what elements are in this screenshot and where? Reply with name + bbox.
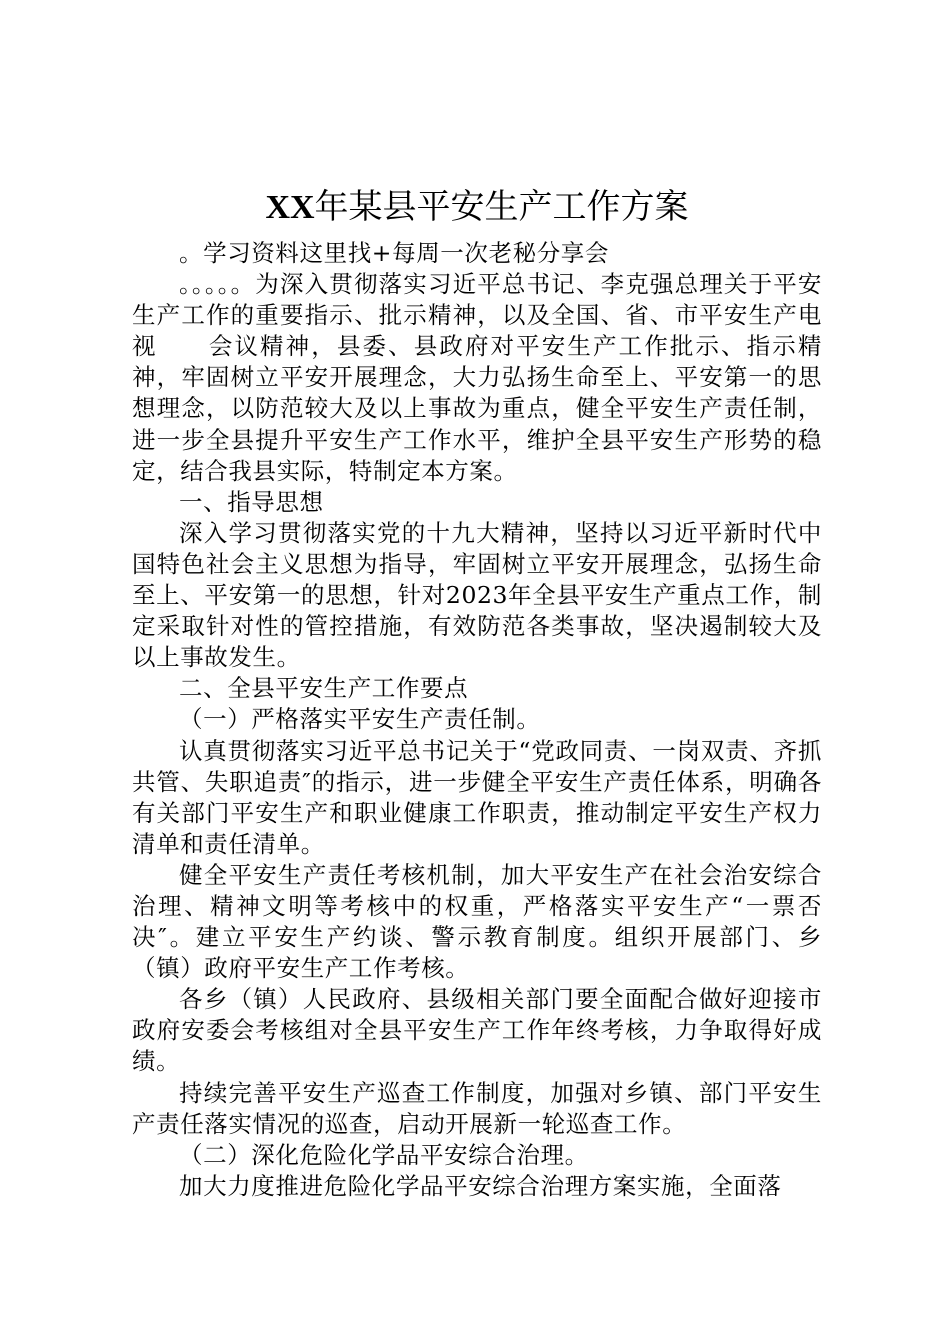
title-prefix: XX: [265, 189, 315, 226]
body-paragraph: 健全平安生产责任考核机制，加大平安生产在社会治安综合治理、精神文明等考核中的权重，严格落实平安生产“一票否决″。建立平安生产约谈、警示教育制度。组织开展部门、乡（镇）政府平安生产工作考核。: [132, 860, 822, 983]
intro-paragraph: 。。。。。为深入贯彻落实习近平总书记、李克强总理关于平安生产工作的重要指示、批示精神，以及全国、省、市平安生产电视 会议精神，县委、县政府对平安生产工作批示、指示精神，牢固树立平安开展理念，大力弘扬生命至上、平安第一的思想理念，以防范较大及以上事故为重点，健全平安生产责任制，进一步全县提升平安生产工作水平，维护全县平安生产形势的稳定，结合我县实际，特制定本方案。: [132, 270, 822, 485]
section-heading-work-points: 二、全县平安生产工作要点: [179, 674, 469, 703]
document-title: [132, 183, 822, 232]
subheading-responsibility: （一）严格落实平安生产责任制。: [179, 705, 541, 734]
body-paragraph: 各乡（镇）人民政府、县级相关部门要全面配合做好迎接市政府安委会考核组对全县平安生产工作年终考核，力争取得好成绩。: [132, 985, 822, 1076]
document-page: [132, 183, 822, 1202]
body-paragraph: 加大力度推进危险化学品平安综合治理方案实施，全面落: [179, 1171, 782, 1200]
title-text: 年某县平安生产工作方案: [314, 187, 689, 227]
intro-note: 。学习资料这里找+每周一次老秘分享会: [179, 239, 609, 267]
subheading-hazardous-chemicals: （二）深化危险化学品平安综合治理。: [179, 1140, 589, 1169]
section-heading-guiding-ideology: 一、指导思想: [179, 487, 324, 516]
body-paragraph: 持续完善平安生产巡查工作制度，加强对乡镇、部门平安生产责任落实情况的巡查，启动开展新一轮巡查工作。: [132, 1078, 822, 1138]
body-paragraph: 深入学习贯彻落实党的十九大精神，坚持以习近平新时代中国特色社会主义思想为指导，牢固树立平安开展理念，弘扬生命至上、平安第一的思想，针对2023年全县平安生产重点工作，制定采取针对性的管控措施，有效防范各类事故，坚决遏制较大及以上事故发生。: [132, 518, 822, 672]
body-paragraph: 认真贯彻落实习近平总书记关于“党政同责、一岗双责、齐抓共管、失职追责″的指示，进一步健全平安生产责任体系，明确各有关部门平安生产和职业健康工作职责，推动制定平安生产权力清单和责任清单。: [132, 736, 822, 858]
